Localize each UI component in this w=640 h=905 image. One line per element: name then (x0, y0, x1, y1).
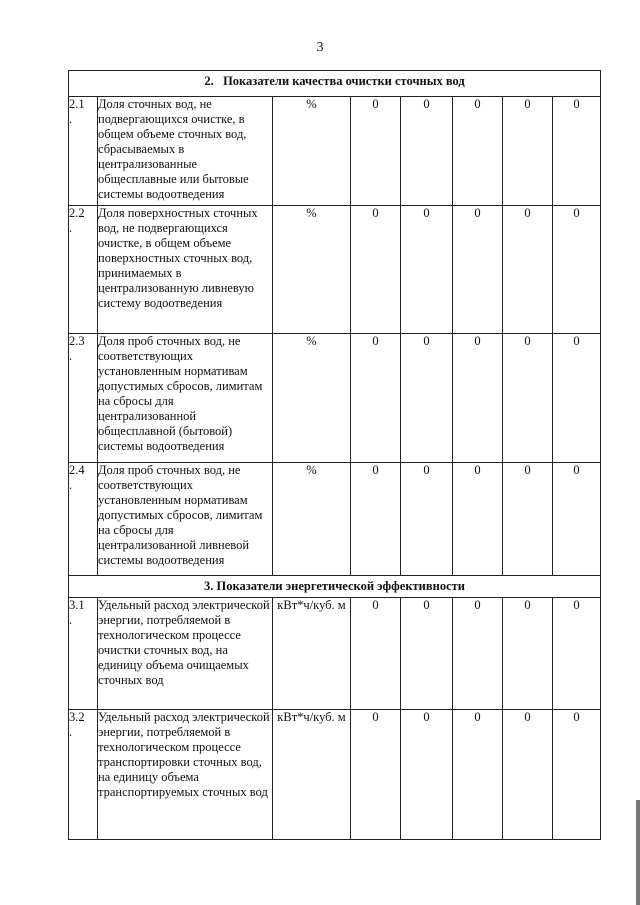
indicators-table (68, 70, 601, 840)
row-description: Доля проб сточных вод, не соответствующих установленным нормативам допустимых сбросов, лимитам на сбросы для централизованной ливневой системы водоотведения (98, 463, 273, 576)
row-value: 0 (351, 334, 401, 463)
row-value: 0 (401, 710, 453, 840)
table-row (69, 334, 601, 463)
row-value: 0 (503, 206, 553, 334)
row-value: 0 (351, 97, 401, 206)
table-row (69, 598, 601, 710)
row-value: 0 (453, 710, 503, 840)
row-unit: кВт*ч/куб. м (273, 710, 351, 840)
row-unit: кВт*ч/куб. м (273, 598, 351, 710)
table-row (69, 710, 601, 840)
row-value: 0 (401, 463, 453, 576)
row-value: 0 (553, 463, 601, 576)
row-number: 2.4 . (69, 463, 98, 576)
row-value: 0 (503, 334, 553, 463)
row-value: 0 (503, 463, 553, 576)
row-number: 3.2 . (69, 710, 98, 840)
row-number: 2.2 . (69, 206, 98, 334)
row-value: 0 (453, 334, 503, 463)
row-value: 0 (453, 97, 503, 206)
row-value: 0 (401, 598, 453, 710)
row-value: 0 (553, 598, 601, 710)
row-unit: % (273, 334, 351, 463)
row-value: 0 (553, 334, 601, 463)
row-unit: % (273, 463, 351, 576)
row-value: 0 (351, 206, 401, 334)
page-number: 3 (316, 40, 324, 55)
table-row (69, 97, 601, 206)
row-description: Доля проб сточных вод, не соответствующих установленным нормативам допустимых сбросов, лимитам на сбросы для централизованной общесплавной (бытовой) системы водоотведения (98, 334, 273, 463)
row-unit: % (273, 97, 351, 206)
row-value: 0 (453, 206, 503, 334)
row-value: 0 (453, 463, 503, 576)
row-number: 3.1 . (69, 598, 98, 710)
row-unit: % (273, 206, 351, 334)
row-description: Удельный расход электрической энергии, потребляемой в технологическом процессе транспортировки сточных вод, на единицу объема транспортируемых сточных вод (98, 710, 273, 840)
row-value: 0 (351, 598, 401, 710)
section-header-row (69, 576, 601, 598)
row-value: 0 (453, 598, 503, 710)
row-value: 0 (553, 710, 601, 840)
row-value: 0 (503, 710, 553, 840)
row-value: 0 (553, 206, 601, 334)
table-row (69, 463, 601, 576)
row-value: 0 (503, 97, 553, 206)
row-number: 2.3 . (69, 334, 98, 463)
section-title: 2. Показатели качества очистки сточных вод (69, 71, 601, 97)
section-title: 3. Показатели энергетической эффективности (69, 576, 601, 598)
scan-edge-shadow (636, 800, 640, 905)
row-description: Удельный расход электрической энергии, потребляемой в технологическом процессе очистки сточных вод, на единицу объема очищаемых сточных вод (98, 598, 273, 710)
table-row (69, 206, 601, 334)
row-description: Доля сточных вод, не подвергающихся очистке, в общем объеме сточных вод, сбрасываемых в централизованные общесплавные или бытовые системы водоотведения (98, 97, 273, 206)
row-number: 2.1 . (69, 97, 98, 206)
row-value: 0 (401, 334, 453, 463)
row-value: 0 (351, 710, 401, 840)
row-value: 0 (401, 97, 453, 206)
row-value: 0 (351, 463, 401, 576)
row-value: 0 (503, 598, 553, 710)
row-description: Доля поверхностных сточных вод, не подвергающихся очистке, в общем объеме поверхностных сточных вод, принимаемых в централизованную ливневую систему водоотведения (98, 206, 273, 334)
row-value: 0 (553, 97, 601, 206)
row-value: 0 (401, 206, 453, 334)
section-header-row (69, 71, 601, 97)
